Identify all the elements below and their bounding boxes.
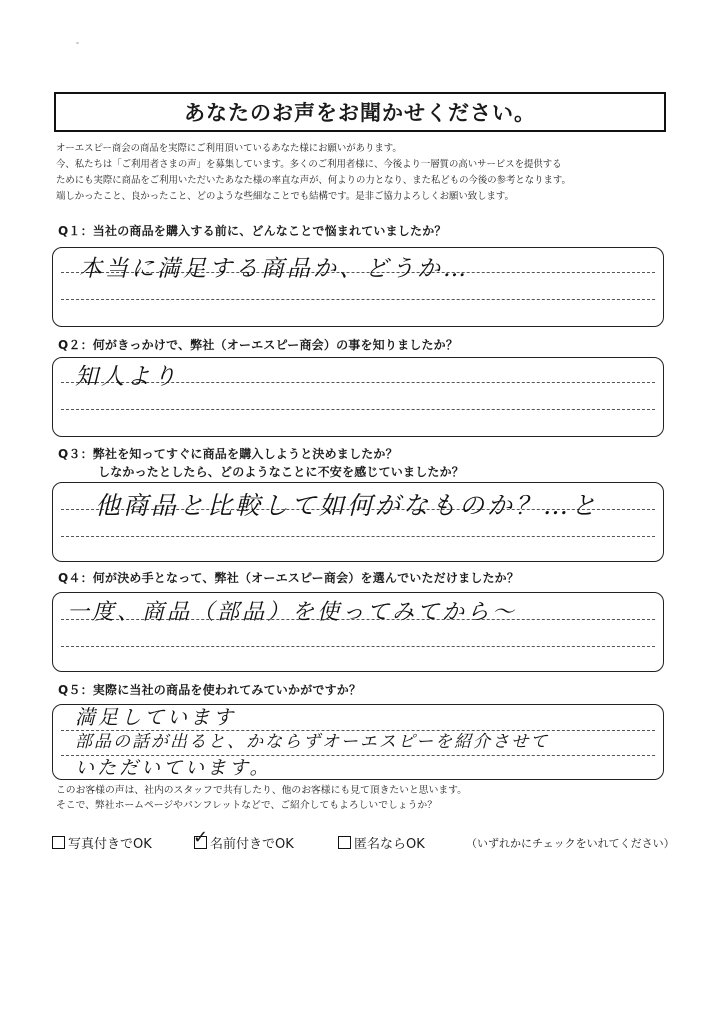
- answer-5-line-2: 部品の話が出ると、かならずオーエスピーを紹介させて: [75, 732, 550, 752]
- question-1-label: Q１：当社の商品を購入する前に、どんなことで悩まれていましたか？: [58, 224, 447, 238]
- question-2-label: Q２：何がきっかけで、弊社（オーエスピー商会）の事を知りましたか？: [58, 338, 459, 352]
- scan-speck: [76, 42, 79, 44]
- answer-box-1[interactable]: [52, 247, 664, 327]
- answer-1-text: 本当に満足する商品か、どうか…: [79, 256, 469, 282]
- answer-rule: [61, 536, 655, 537]
- answer-box-5[interactable]: [52, 704, 664, 780]
- consent-line-1: このお客様の声は、社内のスタッフで共有したり、他のお客様にも見て頂きたいと思います。: [56, 785, 467, 796]
- question-5-label: Q５：実際に当社の商品を使われてみていかがですか？: [58, 683, 362, 697]
- checkbox-photo[interactable]: [52, 836, 65, 849]
- question-3-sublabel: しなかったとしたら、どのようなことに不安を感じていましたか？: [98, 465, 465, 479]
- page-title: あなたのお声をお聞かせください。: [184, 101, 536, 125]
- option-anonymous-label: 匿名ならOK: [354, 837, 425, 852]
- intro-line-3: ためにも実際に商品をご利用いただいたあなた様の率直な声が、何よりの力となり、また私どもの今後の参考となります。: [56, 175, 571, 186]
- intro-text: [56, 141, 676, 205]
- answer-rule: [61, 409, 655, 410]
- answer-5-line-1: 満足しています: [75, 705, 236, 729]
- consent-line-2: そこで、弊社ホームページやパンフレットなどで、ご紹介してもよろしいでしょうか？: [56, 800, 437, 811]
- option-photo[interactable]: [52, 833, 152, 852]
- checkbox-name[interactable]: [193, 827, 209, 849]
- title-box: [54, 92, 666, 132]
- answer-box-2[interactable]: [52, 357, 664, 437]
- intro-line-2: 今、私たちは「ご利用者さまの声」を募集しています。多くのご利用者様に、今後より一層質の高いサービスを提供する: [56, 159, 562, 170]
- answer-2-text: 知人より: [75, 364, 179, 390]
- consent-text: [56, 783, 467, 813]
- option-name-label: 名前付きでOK: [210, 837, 294, 852]
- answer-rule: [61, 646, 655, 647]
- answer-5-line-3: いただいています。: [75, 757, 272, 779]
- answer-rule: [61, 299, 655, 300]
- answer-3-text: 他商品と比較して如何がなものか？…と: [95, 491, 600, 520]
- question-4-label: Q４：何が決め手となって、弊社（オーエスピー商会）を選んでいただけましたか？: [58, 571, 520, 585]
- options-note: （いずれかにチェックをいれてください）: [466, 837, 675, 850]
- intro-line-4: 端しかったこと、良かったこと、どのような些細なことでも結構です。是非ご協力よろしくお願い致します。: [56, 191, 514, 202]
- option-anonymous[interactable]: [338, 833, 425, 852]
- option-name[interactable]: [193, 827, 294, 852]
- permission-options: [52, 827, 682, 855]
- answer-box-3[interactable]: [52, 482, 664, 562]
- answer-box-4[interactable]: [52, 592, 664, 672]
- answer-4-text: 一度、商品（部品）を使ってみてから〜: [67, 600, 518, 625]
- option-photo-label: 写真付きでOK: [68, 837, 152, 852]
- check-mark-icon: ✓: [193, 827, 209, 848]
- question-3-label: Q３：弊社を知ってすぐに商品を購入しようと決めましたか？: [58, 447, 398, 461]
- checkbox-anonymous[interactable]: [338, 836, 351, 849]
- intro-line-1: オーエスピー商会の商品を実際にご利用頂いているあなた様にお願いがあります。: [56, 143, 402, 154]
